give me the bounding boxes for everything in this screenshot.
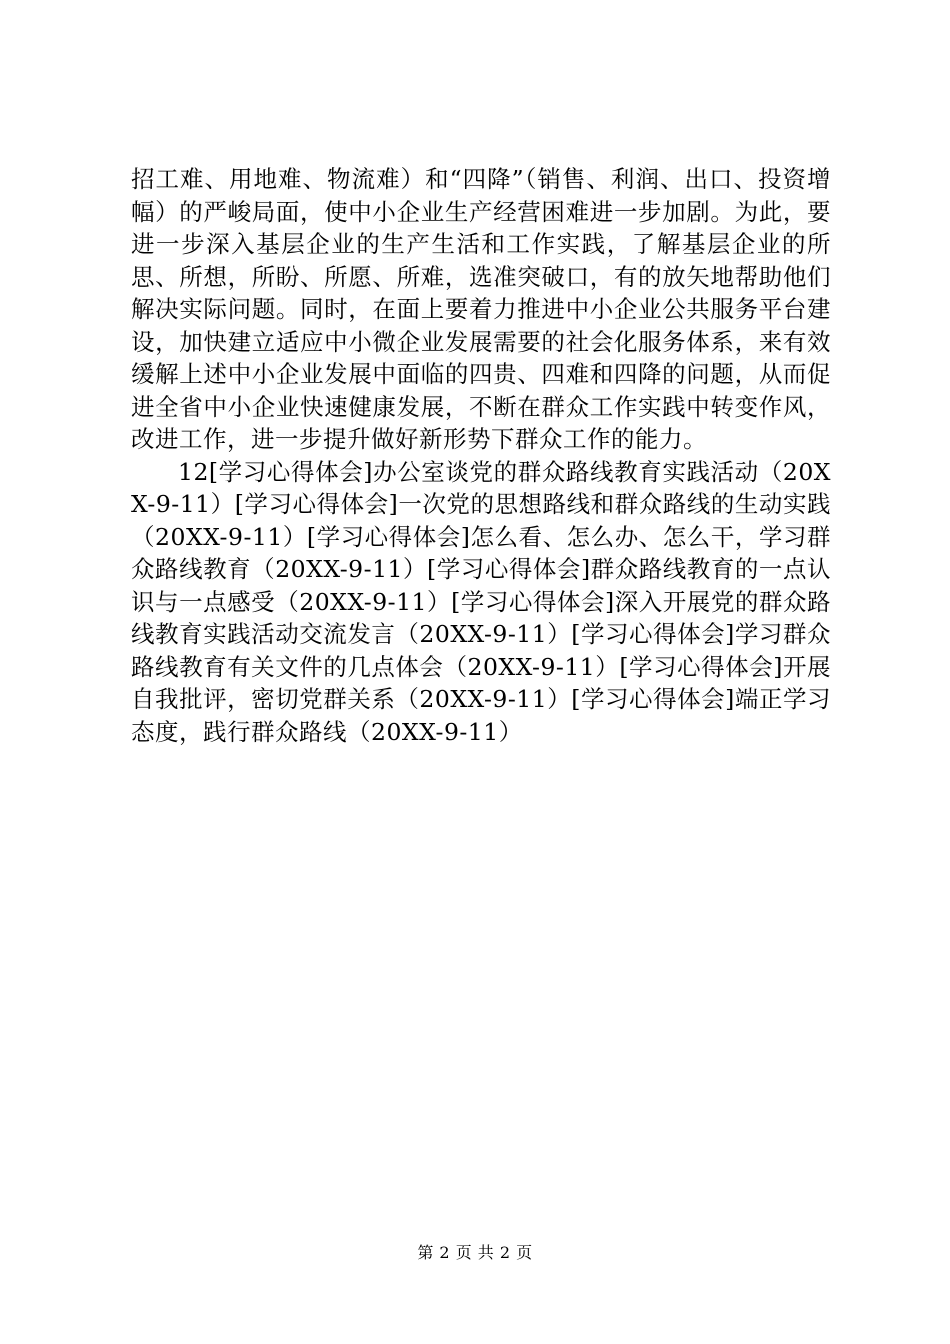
document-body bbox=[131, 163, 831, 748]
paragraph-related-articles: 12[学习心得体会]办公室谈党的群众路线教育实践活动（20XX-9-11）[学习心得体会]一次党的思想路线和群众路线的生动实践（20XX-9-11）[学习心得体会]怎么看、怎么办、怎么干，学习群众路线教育（20XX-9-11）[学习心得体会]群众路线教育的一点认识与一点感受（20XX-9-11）[学习心得体会]深入开展党的群众路线教育实践活动交流发言（20XX-9-11）[学习心得体会]学习群众路线教育有关文件的几点体会（20XX-9-11）[学习心得体会]开展自我批评，密切党群关系（20XX-9-11）[学习心得体会]端正学习态度，践行群众路线（20XX-9-11） bbox=[131, 457, 831, 746]
page-footer: 第 2 页 共 2 页 bbox=[417, 1243, 533, 1262]
paragraph-continued: 招工难、用地难、物流难）和“四降”（销售、利润、出口、投资增幅）的严峻局面，使中小企业生产经营困难进一步加剧。为此，要进一步深入基层企业的生产生活和工作实践，了解基层企业的所思、所想，所盼、所愿、所难，选准突破口，有的放矢地帮助他们解决实际问题。同时，在面上要着力推进中小企业公共服务平台建设，加快建立适应中小微企业发展需要的社会化服务体系，来有效缓解上述中小企业发展中面临的四贵、四难和四降的问题，从而促进全省中小企业快速健康发展，不断在群众工作实践中转变作风，改进工作，进一步提升做好新形势下群众工作的能力。 bbox=[131, 165, 831, 453]
